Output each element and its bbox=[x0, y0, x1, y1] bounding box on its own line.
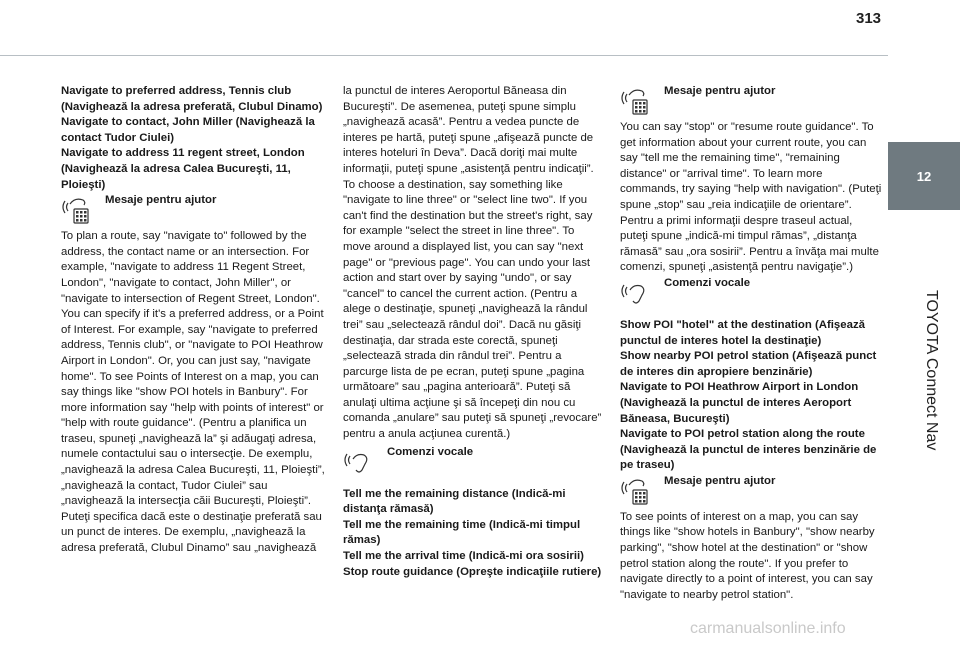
column-2 bbox=[343, 84, 603, 580]
help-title: Mesaje pentru ajutor bbox=[105, 194, 217, 207]
column-3 bbox=[620, 84, 882, 603]
help-text: To plan a route, say "navigate to" followed by the address, the contact name or an intersection. For example, "navigate to address 11 Regent Street, London", "navigate to contact, John Miller", or "navigate to intersection of Regent Street, London". You can specify if it's a preferred address, or a Point of Interest. For example, say "navigate to preferred address, Tennis club", or "navigate to POI Heathrow Airport in London". Or, you can just say, "navigate home". To see Points of Interest on a map, you can say things like "show POI hotels in Banbury". For more information say "help with points of interest" or "help with route guidance". (Pentru a planifica un traseu, spuneţi „navighează la” şi adăugaţi adresa, numele contactului sau o intersecţie. De exemplu, „navighează la adresa Calea Bucureşti, 11, Ploieşti”, „navighează la contact, Tudor Ciulei” sau „navighează la intersecţia căii Bucureşti, Ploieşti”. Puteţi specifica dacă este o destinaţie preferată sau un punct de interes. De exemplu, „navighează la adresa preferată, Clubul Dinamo” sau „navighează bbox=[61, 230, 325, 555]
voice-command-icon bbox=[620, 278, 650, 308]
voice-commands-list: Navigate to preferred address, Tennis club (Navighează la adresa preferată, Clubul Dinamo) Navigate to contact, John Miller (Navighează la contact Tudor Ciulei) Navigate to address 11 regent street, London (Navighează la adresa Calea Bucureşti, 11, Ploieşti) bbox=[61, 85, 323, 191]
side-title: TOYOTA Connect Nav bbox=[923, 290, 940, 451]
commands-title: Comenzi vocale bbox=[664, 276, 751, 289]
commands-heading bbox=[343, 445, 603, 479]
header-rule bbox=[0, 55, 888, 56]
help-heading bbox=[620, 84, 882, 118]
watermark: carmanualsonline.info bbox=[690, 620, 846, 637]
commands-heading bbox=[620, 276, 882, 310]
voice-commands-list: Show POI "hotel" at the destination (Afişează punctul de interes hotel la destinaţie) Show nearby POI petrol station (Afişează punct de interes din apropiere benzinărie) Navigate to POI Heathrow Airport in London (Navighează la punctul de interes Aeroport Băneasa, Bucureşti) Navigate to POI petrol station along the route (Navighează la punctul de interes benzinărie de pe traseu) bbox=[620, 318, 877, 472]
commands-title: Comenzi vocale bbox=[387, 445, 474, 458]
help-title: Mesaje pentru ajutor bbox=[664, 85, 776, 97]
page-number: 313 bbox=[856, 10, 882, 27]
help-text: To see points of interest on a map, you can say things like "show hotels in Banbury", "show nearby parking", "show hotel at the destination" or "show petrol station along the route". If you prefer to navigate directly to a point of interest, you can say "navigate to nearby petrol station". bbox=[620, 510, 875, 601]
voice-command-icon bbox=[61, 195, 91, 225]
help-heading bbox=[61, 193, 329, 227]
help-heading bbox=[620, 474, 882, 508]
voice-command-icon bbox=[343, 447, 373, 477]
body-text: la punctul de interes Aeroportul Băneasa din Bucureşti”. De asemenea, puteţi spune simplu „navighează acasă”. Pentru a vedea puncte de interes pe hartă, puteţi spune „afişează puncte de interes hoteluri în Deva”. Dacă doriţi mai multe informaţii, puteţi spune „asistenţă pentru indicaţii”. To choose a destination, say something like "navigate to line three" or "select line two". If you can't find the destination but the street's right, say for example "select the street in line three". To move around a displayed list, you can say "next page" or "previous page". You can undo your last action and start over by saying "undo", or say "cancel" to cancel the current action. (Pentru a alege o destinaţie, spuneţi „navighează la rândul trei” sau „selectează rândul doi”. Dacă nu găsiţi destinaţia, dar strada este corectă, spuneţi „selectează strada din rândul trei”. Pentru a parcurge lista de pe ecran, puteţi spune „pagina următoare” sau „pagina anterioară”. Puteţi să anulaţi ultima acţiune şi să începeţi din nou cu comanda „anulare” sau puteţi să spuneţi „revocare” pentru a anula acţiunea curentă.) bbox=[343, 85, 602, 441]
chapter-tab: 12 bbox=[888, 142, 960, 210]
help-text: You can say "stop" or "resume route guidance". To get information about your current route, you can say "tell me the remaining time", "remaining distance" or "arrival time". To learn more commands, try saying "help with navigation". (Puteţi spune „stop” sau „reia indicaţiile de orientare”. Pentru a primi informaţii despre traseul actual, puteţi spune „indică-mi timpul rămas”, „distanţa rămasă” sau „ora sosirii”. Pentru a învăţa mai multe comenzi, spuneţi „asistenţă pentru navigaţie”.) bbox=[620, 121, 882, 274]
voice-command-icon bbox=[620, 476, 650, 506]
voice-command-icon bbox=[620, 86, 650, 116]
help-title: Mesaje pentru ajutor bbox=[664, 474, 776, 487]
column-1 bbox=[61, 84, 329, 557]
voice-commands-list: Tell me the remaining distance (Indică-mi distanţa rămasă) Tell me the remaining time (Indică-mi timpul rămas) Tell me the arrival time (Indică-mi ora sosirii) Stop route guidance (Opreşte indicaţiile rutiere) bbox=[343, 487, 602, 578]
